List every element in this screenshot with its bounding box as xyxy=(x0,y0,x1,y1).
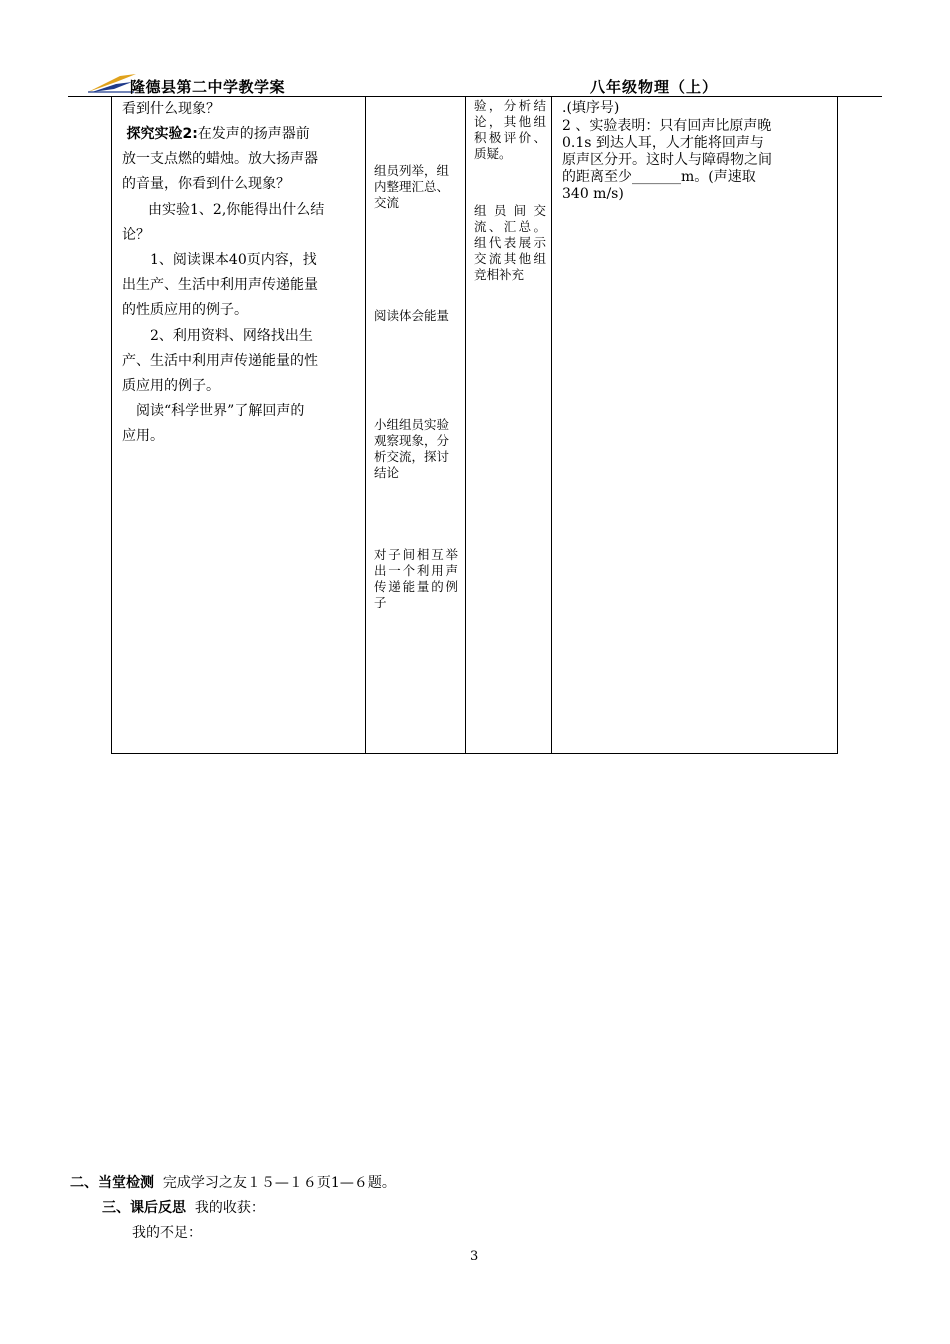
page-number: 3 xyxy=(470,1249,479,1264)
text-line: 的性质应用的例子。 xyxy=(122,302,248,318)
text-line: 2、利用资料、网络找出生 xyxy=(150,328,313,344)
text-line: 阅读“科学世界”了解回声的 xyxy=(136,403,305,419)
school-name: 隆德县第二中学教学案 xyxy=(130,78,286,96)
text-line: 由实验1、2,你能得出什么结 xyxy=(148,202,325,218)
text-line: 出生产、生活中利用声传递能量 xyxy=(122,277,318,293)
exercise-line: 340 m/s) xyxy=(562,186,624,202)
text-line: 应用。 xyxy=(122,428,164,444)
course-title: 八年级物理（上） xyxy=(590,78,719,96)
text-line: 产、生活中利用声传递能量的性 xyxy=(122,353,318,369)
group-note: 组员间交流、汇总。组代表展示交流其他组竞相补充 xyxy=(474,203,546,282)
section-reflection xyxy=(102,1198,265,1218)
activity-note: 小组组员实验观察现象，分析交流，探讨结论 xyxy=(374,417,450,480)
experiment-2-line xyxy=(122,122,358,147)
text-line: 放一支点燃的蜡烛。放大扬声器 xyxy=(122,151,318,167)
exercise-line: .(填序号) xyxy=(562,100,620,116)
text-line: 质应用的例子。 xyxy=(122,378,220,394)
student-activity-column xyxy=(366,97,466,753)
activity-note: 组员列举，组内整理汇总、交流 xyxy=(374,163,450,210)
section-title: 二、当堂检测 xyxy=(70,1175,154,1191)
section-class-test xyxy=(70,1173,396,1193)
text-line: 的音量，你看到什么现象？ xyxy=(122,176,290,192)
lesson-table xyxy=(111,97,838,754)
exercise-line: 0.1s 到达人耳，人才能将回声与 xyxy=(562,135,764,151)
text-segment: 在发声的扬声器前 xyxy=(197,126,310,142)
exercise-line: 2 、实验表明：只有回声比原声晚 xyxy=(562,118,772,134)
section-title: 三、课后反思 xyxy=(102,1200,186,1216)
exercise-line: 的距离至少_______m。(声速取 xyxy=(562,169,756,185)
text-line: 看到什么现象？ xyxy=(122,101,220,117)
exercise-column xyxy=(552,97,838,753)
section-text: 完成学习之友１５—１６页1—６题。 xyxy=(162,1175,396,1191)
exercise-line: 原声区分开。这时人与障碍物之间 xyxy=(562,152,772,168)
experiment-2-title: 探究实验2: xyxy=(126,126,198,142)
section-text: 我的收获： xyxy=(194,1200,265,1216)
content-column xyxy=(112,97,366,753)
text-line: 1、阅读课本40页内容，找 xyxy=(150,252,317,268)
text-line: 论？ xyxy=(122,227,150,243)
activity-note: 阅读体会能量 xyxy=(374,308,450,323)
group-note: 验，分析结论，其他组积极评价、质疑。 xyxy=(474,98,546,161)
activity-note: 对子间相互举出一个利用声传递能量的例子 xyxy=(374,547,458,610)
shortfall-line: 我的不足： xyxy=(132,1225,202,1241)
page-header xyxy=(68,72,882,96)
group-activity-column xyxy=(466,97,552,753)
